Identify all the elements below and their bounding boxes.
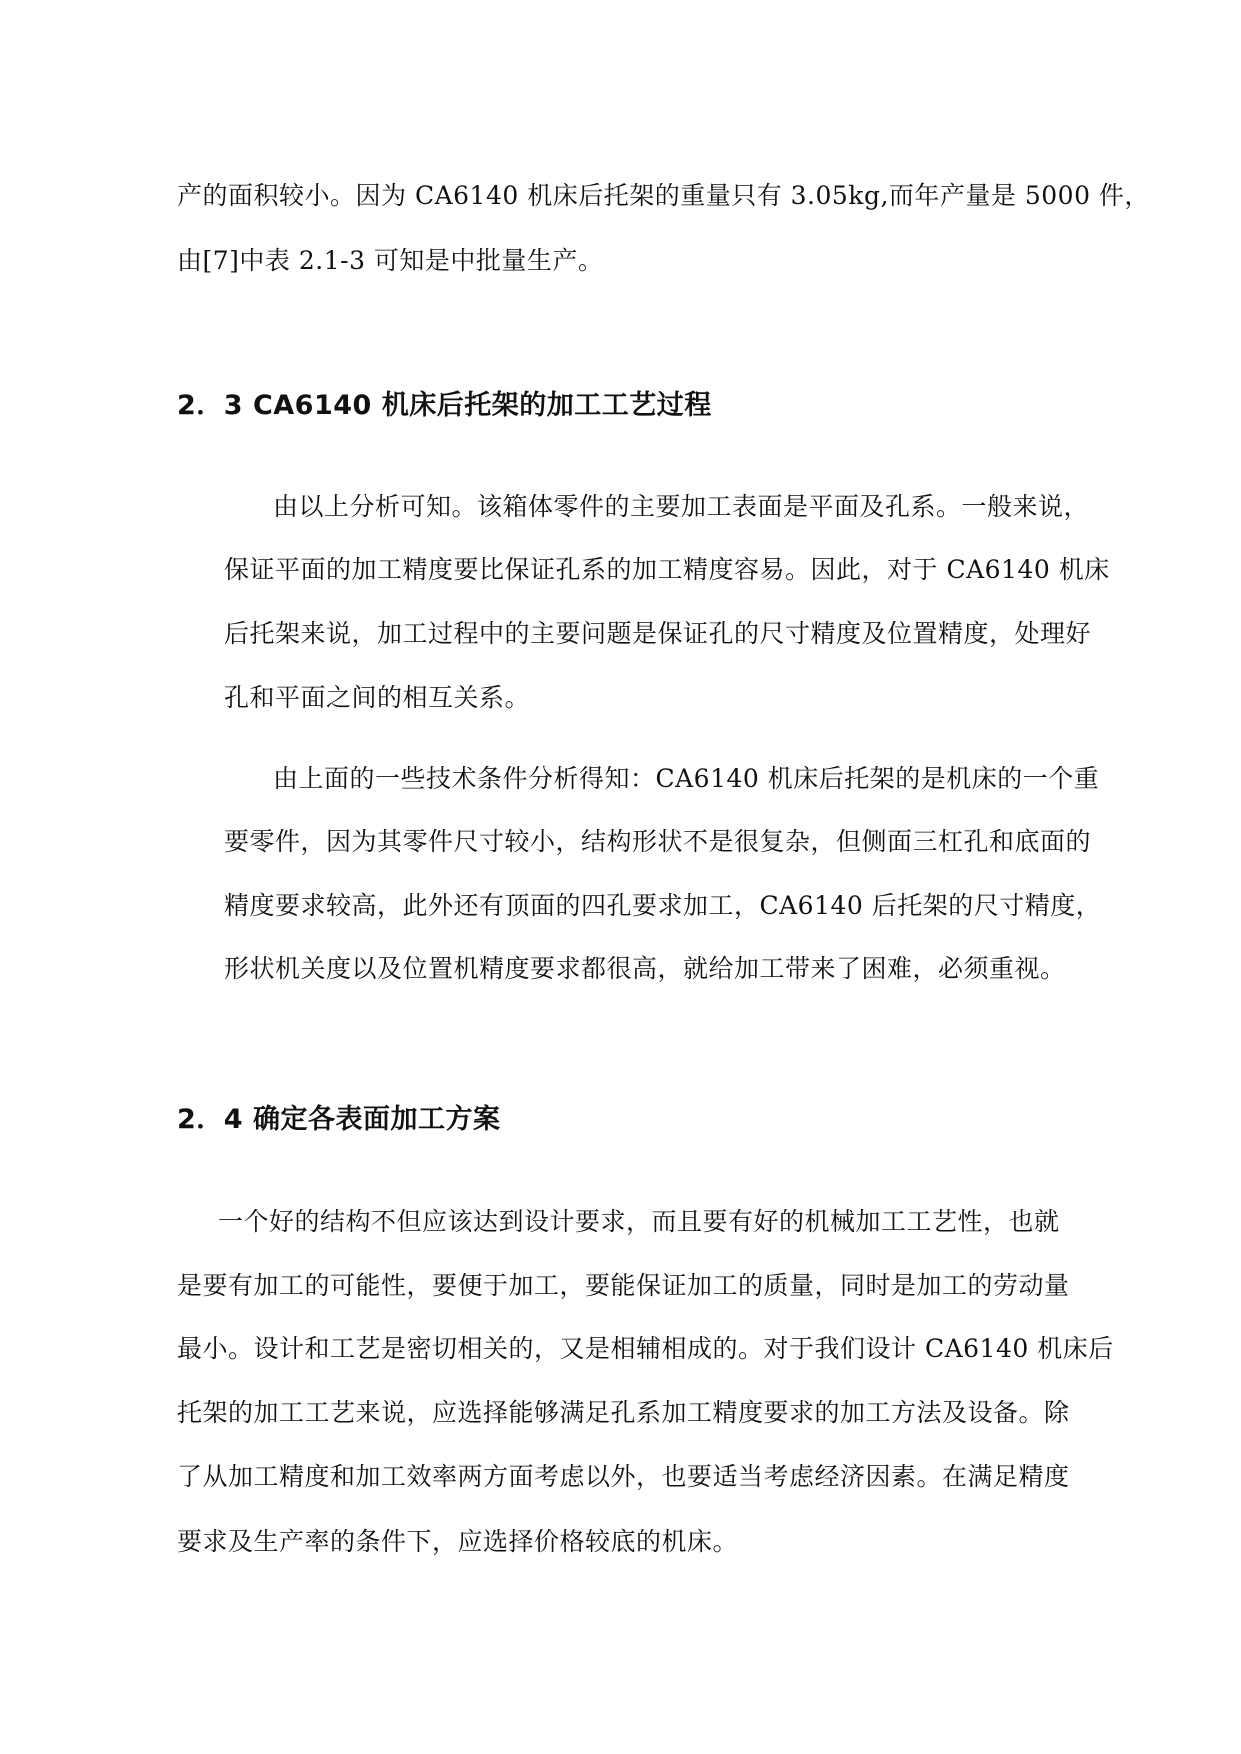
intro-line-1: 产的面积较小。因为 CA6140 机床后托架的重量只有 3.05kg,而年产量是 5000 件， <box>177 181 1150 210</box>
section-2-3-heading: 2．3 CA6140 机床后托架的加工工艺过程 <box>177 390 712 421</box>
section-2-4-para1-line-2: 是要有加工的可能性，要便于加工，要能保证加工的质量，同时是加工的劳动量 <box>177 1271 1070 1300</box>
section-2-3-para1-line-3: 后托架来说，加工过程中的主要问题是保证孔的尺寸精度及位置精度，处理好 <box>224 619 1092 648</box>
section-2-4-heading: 2．4 确定各表面加工方案 <box>177 1104 501 1135</box>
section-2-3-para2-line-1: 由上面的一些技术条件分析得知：CA6140 机床后托架的是机床的一个重 <box>273 764 1100 793</box>
section-2-3-para2-line-3: 精度要求较高，此外还有顶面的四孔要求加工，CA6140 后托架的尺寸精度， <box>224 891 1102 920</box>
section-2-4-para1-line-1: 一个好的结构不但应该达到设计要求，而且要有好的机械加工工艺性，也就 <box>218 1207 1060 1236</box>
section-2-3-para2-line-2: 要零件，因为其零件尺寸较小，结构形状不是很复杂，但侧面三杠孔和底面的 <box>224 827 1092 856</box>
intro-line-2: 由[7]中表 2.1-3 可知是中批量生产。 <box>177 246 604 275</box>
section-2-4-para1-line-3: 最小。设计和工艺是密切相关的，又是相辅相成的。对于我们设计 CA6140 机床后 <box>177 1334 1114 1363</box>
section-2-4-para1-line-5: 了从加工精度和加工效率两方面考虑以外，也要适当考虑经济因素。在满足精度 <box>177 1462 1070 1491</box>
section-2-4-para1-line-6: 要求及生产率的条件下，应选择价格较底的机床。 <box>177 1527 739 1556</box>
section-2-3-para2-line-4: 形状机关度以及位置机精度要求都很高，就给加工带来了困难，必须重视。 <box>224 954 1066 983</box>
section-2-3-para1-line-4: 孔和平面之间的相互关系。 <box>224 683 531 712</box>
section-2-4-para1-line-4: 托架的加工工艺来说，应选择能够满足孔系加工精度要求的加工方法及设备。除 <box>177 1398 1070 1427</box>
section-2-3-para1-line-2: 保证平面的加工精度要比保证孔系的加工精度容易。因此，对于 CA6140 机床 <box>224 555 1110 584</box>
section-2-3-para1-line-1: 由以上分析可知。该箱体零件的主要加工表面是平面及孔系。一般来说， <box>273 492 1090 521</box>
